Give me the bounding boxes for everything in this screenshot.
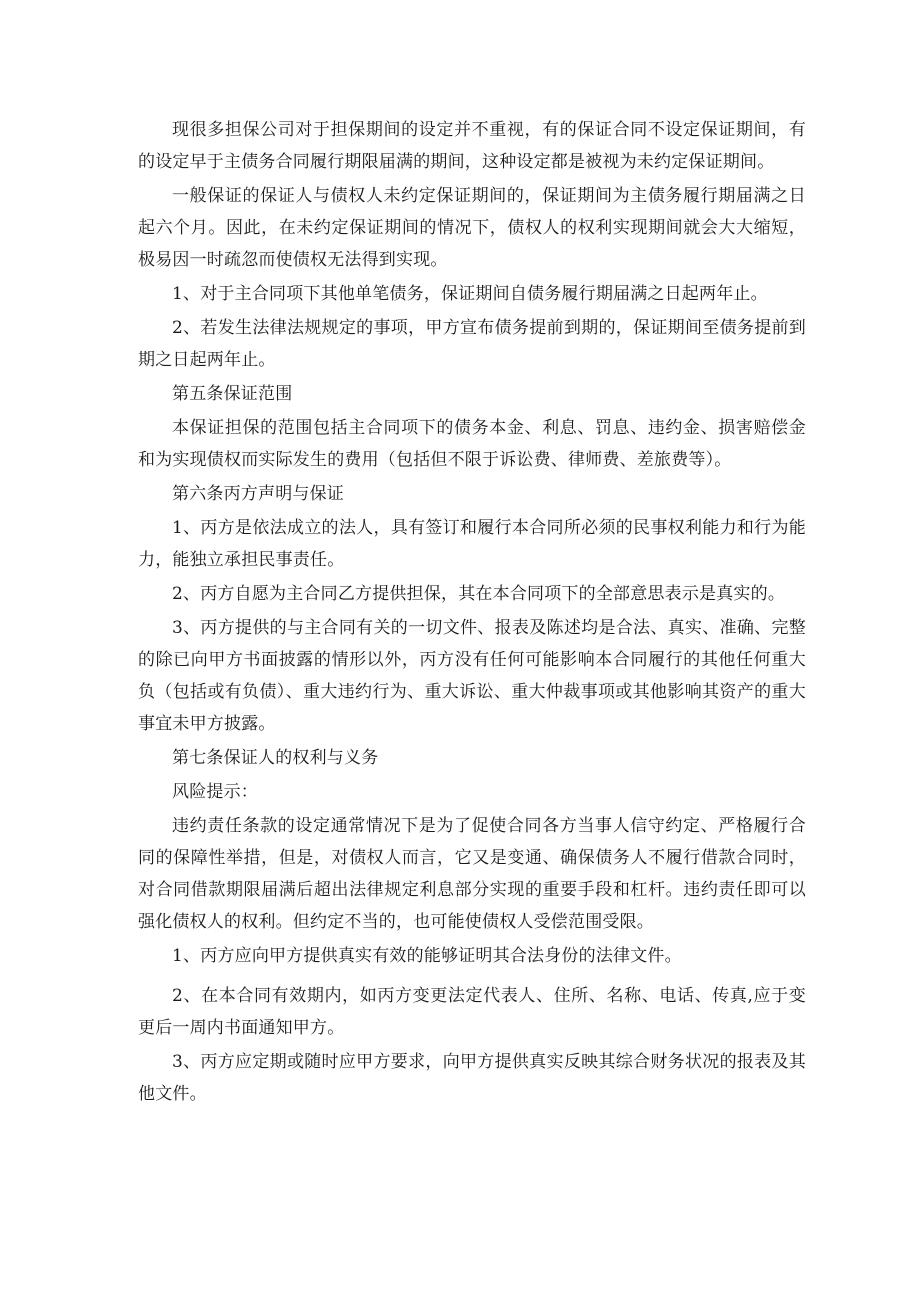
heading-article-5: 第五条保证范围 <box>172 384 293 404</box>
paragraph-declaration-1: 1、丙方是依法成立的法人，具有签订和履行本合同所必须的民事权利能力和行为能力，能独立承担民事责任。 <box>138 518 806 570</box>
risk-notice-label: 风险提示： <box>172 782 258 802</box>
paragraph-declaration-3: 3、丙方提供的与主合同有关的一切文件、报表及陈述均是合法、真实、准确、完整的除已向甲方书面披露的情形以外，丙方没有任何可能影响本合同履行的其他任何重大负（包括或有负债）、重大违约行为、重大诉讼、重大仲裁事项或其他影响其资产的重大事宜未甲方披露。 <box>138 618 806 734</box>
paragraph-obligation-3: 3、丙方应定期或随时应甲方要求，向甲方提供真实反映其综合财务状况的报表及其他文件。 <box>138 1052 806 1104</box>
heading-article-7: 第七条保证人的权利与义务 <box>172 748 379 768</box>
paragraph-declaration-2: 2、丙方自愿为主合同乙方提供担保，其在本合同项下的全部意思表示是真实的。 <box>172 584 786 604</box>
paragraph-item-2-early-maturity: 2、若发生法律法规规定的事项，甲方宣布债务提前到期的，保证期间至债务提前到期之日起两年止。 <box>138 318 806 370</box>
paragraph-item-1-single-debt: 1、对于主合同项下其他单笔债务，保证期间自债务履行期届满之日起两年止。 <box>172 284 768 304</box>
heading-article-6: 第六条丙方声明与保证 <box>172 484 344 504</box>
document-body <box>138 114 806 1112</box>
paragraph-guarantee-scope: 本保证担保的范围包括主合同项下的债务本金、利息、罚息、违约金、损害赔偿金和为实现债权而实际发生的费用（包括但不限于诉讼费、律师费、差旅费等）。 <box>138 418 806 470</box>
paragraph-risk-notice: 违约责任条款的设定通常情况下是为了促使合同各方当事人信守约定、严格履行合同的保障性举措，但是，对债权人而言，它又是变通、确保债务人不履行借款合同时，对合同借款期限届满后超出法律规定利息部分实现的重要手段和杠杆。违约责任即可以强化债权人的权利。但约定不当的，也可能使债权人受偿范围受限。 <box>138 816 806 932</box>
paragraph-intro-guarantee-period: 现很多担保公司对于担保期间的设定并不重视，有的保证合同不设定保证期间，有的设定早于主债务合同履行期限届满的期间，这种设定都是被视为未约定保证期间。 <box>138 120 806 172</box>
paragraph-obligation-1: 1、丙方应向甲方提供真实有效的能够证明其合法身份的法律文件。 <box>172 946 682 966</box>
paragraph-general-guarantee: 一般保证的保证人与债权人未约定保证期间的，保证期间为主债务履行期届满之日起六个月。因此，在未约定保证期间的情况下，债权人的权利实现期间就会大大缩短，极易因一时疏忽而使债权无法得到实现。 <box>138 186 806 270</box>
paragraph-obligation-2: 2、在本合同有效期内，如丙方变更法定代表人、住所、名称、电话、传真,应于变更后一周内书面通知甲方。 <box>138 986 806 1038</box>
